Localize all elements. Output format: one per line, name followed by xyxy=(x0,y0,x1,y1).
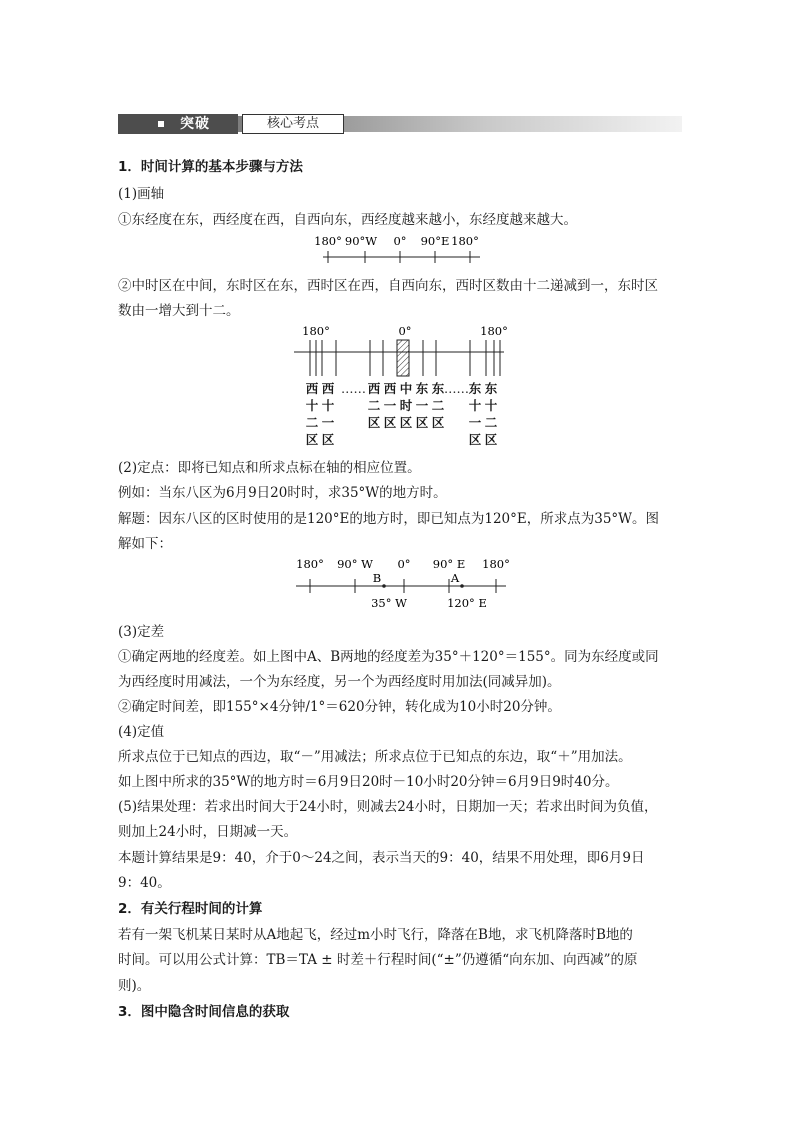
known-point-axis-diagram xyxy=(292,555,512,615)
step1-text2-line2: 数由一增大到十二。 xyxy=(118,303,240,319)
step3-title: (3)定差 xyxy=(118,624,165,640)
zone-ellipsis-east: …… xyxy=(444,381,469,396)
step3-line1: ①确定两地的经度差。如上图中A、B两地的经度差为35°＋120°＝155°。同为东经度或同 xyxy=(118,649,659,665)
step4-line2: 如上图中所求的35°W的地方时＝6月9日20时－10小时20分钟＝6月9日9时40分。 xyxy=(118,774,619,790)
square-bullet-icon xyxy=(158,121,164,127)
axis1-label: 90°W xyxy=(344,234,378,248)
section1-heading: 1．时间计算的基本步骤与方法 xyxy=(118,159,303,175)
axis2-top-label: 90° W xyxy=(337,557,373,571)
step2-title: (2)定点：即将已知点和所求点标在轴的相应位置。 xyxy=(118,460,421,476)
zone-label-e2: 东 二 区 xyxy=(431,381,445,430)
axis2-bottom-label: 120° E xyxy=(447,596,487,610)
zone-label-center: 中 时 区 xyxy=(399,381,413,430)
result-line1: 本题计算结果是9：40，介于0～24之间，表示当天的9：40，结果不用处理，即6月9日 xyxy=(118,850,645,866)
step1-text2-line1: ②中时区在中间，东时区在东，西时区在西，自西向东，西时区数由十二递减到一，东时区 xyxy=(118,278,658,294)
banner-title: 突破 xyxy=(180,116,210,132)
result-line2: 9：40。 xyxy=(118,875,171,891)
longitude-axis-diagram xyxy=(314,233,488,265)
step1-title: (1)画轴 xyxy=(118,186,165,202)
section-banner xyxy=(118,114,682,136)
time-zone-diagram xyxy=(290,322,510,382)
step4-line1: 所求点位于已知点的西边，取“－”用减法；所求点位于已知点的东边，取“＋”用加法。 xyxy=(118,749,632,765)
zone-ellipsis-west: …… xyxy=(341,381,366,396)
axis2-point-b-dot xyxy=(382,584,386,588)
axis2-top-label: 0° xyxy=(397,557,411,571)
banner-title-block xyxy=(118,114,238,134)
axis2-point-b: B xyxy=(372,571,382,585)
step5-line2: 则加上24小时，日期减一天。 xyxy=(118,824,298,840)
zone-label-w2: 西 二 区 xyxy=(367,381,381,430)
zone-label-w12: 西 十 二 区 xyxy=(305,381,319,447)
axis2-top-label: 180° xyxy=(482,557,510,571)
zone-label-e11: 东 十 一 区 xyxy=(468,381,482,447)
zone-label-e12: 东 十 二 区 xyxy=(484,381,498,447)
axis1-label: 180° xyxy=(314,234,342,248)
example-text: 例如：当东八区为6月9日20时时，求35°W的地方时。 xyxy=(118,485,447,501)
zone-label-w11: 西 十 一 区 xyxy=(321,381,335,447)
solution-line2: 解如下： xyxy=(118,536,172,552)
step3-line3: ②确定时间差，即155°×4分钟/1°＝620分钟，转化成为10小时20分钟。 xyxy=(118,699,561,715)
section2-line2: 时间。可以用公式计算：TB＝TA ± 时差＋行程时间(“±”仍遵循“向东加、向西减”的原 xyxy=(118,952,638,968)
section2-line3: 则)。 xyxy=(118,978,151,994)
axis1-label: 180° xyxy=(451,234,479,248)
axis1-label: 90°E xyxy=(420,234,450,248)
axis1-label: 0° xyxy=(393,234,407,248)
axis2-bottom-label: 35° W xyxy=(371,596,407,610)
step3-line2: 为西经度时用减法，一个为东经度，另一个为西经度时用加法(同减异加)。 xyxy=(118,674,561,690)
section2-heading: 2．有关行程时间的计算 xyxy=(118,901,263,917)
solution-line1: 解题：因东八区的区时使用的是120°E的地方时，即已知点为120°E，所求点为35°W。图 xyxy=(118,511,660,527)
section2-line1: 若有一架飞机某日某时从A地起飞，经过m小时飞行，降落在B地，求飞机降落时B地的 xyxy=(118,927,633,943)
banner-subtitle: 核心考点 xyxy=(242,114,344,134)
step5-line1: (5)结果处理：若求出时间大于24小时，则减去24小时，日期加一天；若求出时间为负值， xyxy=(118,799,658,815)
axis2-point-a: A xyxy=(450,571,460,585)
axis2-point-a-dot xyxy=(460,584,464,588)
step4-title: (4)定值 xyxy=(118,724,165,740)
zone-top-label: 0° xyxy=(398,324,412,338)
section3-heading: 3．图中隐含时间信息的获取 xyxy=(118,1004,290,1020)
axis2-top-label: 90° E xyxy=(432,557,466,571)
step1-text: ①东经度在东，西经度在西，自西向东，西经度越来越小，东经度越来越大。 xyxy=(118,212,577,228)
central-zone-hatch xyxy=(397,340,409,376)
axis2-top-label: 180° xyxy=(296,557,324,571)
zone-top-label: 180° xyxy=(480,324,508,338)
zone-label-w1: 西 一 区 xyxy=(383,381,397,430)
zone-top-label: 180° xyxy=(302,324,330,338)
zone-label-e1: 东 一 区 xyxy=(415,381,429,430)
